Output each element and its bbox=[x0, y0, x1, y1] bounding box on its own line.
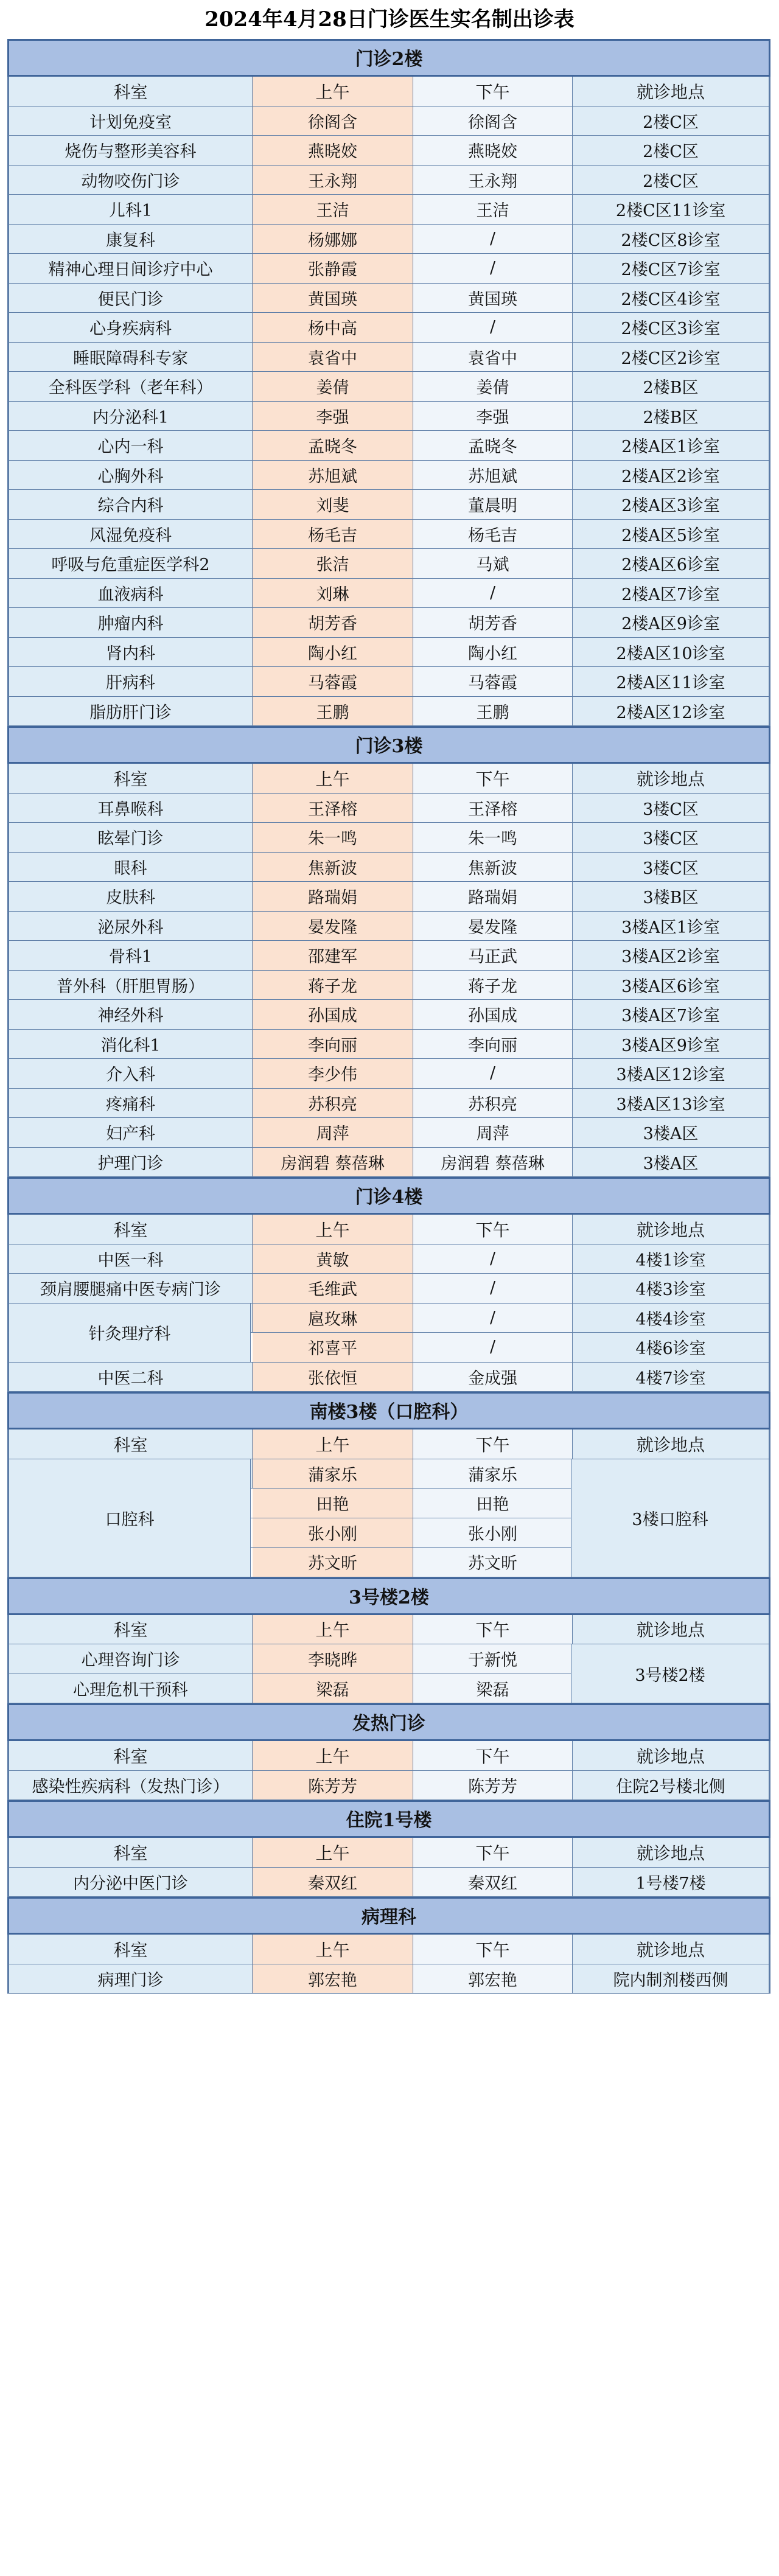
column-header-row bbox=[7, 77, 770, 106]
column-header-row bbox=[7, 1935, 770, 1964]
column-header: 下午 bbox=[413, 1741, 573, 1770]
section-header: 南楼3楼（口腔科） bbox=[7, 1392, 770, 1429]
afternoon-doctor-cell: 徐阁含 bbox=[413, 106, 573, 136]
column-header: 下午 bbox=[413, 764, 573, 793]
department-cell: 康复科 bbox=[9, 225, 253, 254]
morning-doctor-cell: 孙国成 bbox=[253, 1000, 413, 1029]
location-cell: 2楼C区 bbox=[573, 136, 769, 165]
afternoon-doctor-cell: 田艳 bbox=[413, 1489, 573, 1518]
morning-doctor-cell: 苏积亮 bbox=[253, 1089, 413, 1118]
table-row bbox=[7, 461, 770, 490]
table-row bbox=[7, 1148, 770, 1178]
department-cell: 介入科 bbox=[9, 1059, 253, 1088]
table-row bbox=[7, 313, 770, 343]
morning-doctor-cell: 杨毛吉 bbox=[253, 520, 413, 549]
department-cell: 骨科1 bbox=[9, 941, 253, 970]
afternoon-doctor-cell: 苏旭斌 bbox=[413, 461, 573, 490]
location-cell: 2楼A区3诊室 bbox=[573, 490, 769, 519]
department-cell: 病理门诊 bbox=[9, 1964, 253, 1994]
department-cell: 肝病科 bbox=[9, 667, 253, 696]
location-cell: 3楼A区9诊室 bbox=[573, 1030, 769, 1059]
table-row bbox=[7, 638, 770, 668]
morning-doctor-cell: 张静霞 bbox=[253, 254, 413, 283]
column-header: 下午 bbox=[413, 1429, 573, 1459]
page-title: 2024年4月28日门诊医生实名制出诊表 bbox=[204, 7, 575, 32]
department-cell: 呼吸与危重症医学科2 bbox=[9, 549, 253, 578]
location-cell: 2楼C区2诊室 bbox=[573, 343, 769, 372]
table-row bbox=[7, 667, 770, 697]
table-row bbox=[7, 1059, 770, 1089]
column-header: 上午 bbox=[253, 77, 413, 106]
department-cell: 颈肩腰腿痛中医专病门诊 bbox=[9, 1274, 253, 1303]
department-cell: 皮肤科 bbox=[9, 882, 253, 911]
morning-doctor-cell: 孟晓冬 bbox=[253, 431, 413, 460]
table-row bbox=[7, 971, 770, 1000]
afternoon-doctor-cell: / bbox=[413, 1059, 573, 1088]
afternoon-doctor-cell: / bbox=[413, 579, 573, 608]
table-row bbox=[7, 697, 770, 727]
afternoon-doctor-cell: 杨毛吉 bbox=[413, 520, 573, 549]
morning-doctor-cell: 焦新波 bbox=[253, 853, 413, 882]
table-row bbox=[7, 1000, 770, 1030]
column-header: 上午 bbox=[253, 1615, 413, 1644]
table-row bbox=[7, 195, 770, 225]
column-header: 上午 bbox=[253, 764, 413, 793]
morning-doctor-cell: 苏旭斌 bbox=[253, 461, 413, 490]
column-header: 就诊地点 bbox=[573, 77, 769, 106]
location-cell: 2楼A区1诊室 bbox=[573, 431, 769, 460]
department-cell: 计划免疫室 bbox=[9, 106, 253, 136]
column-header: 科室 bbox=[9, 1615, 253, 1644]
table-row bbox=[7, 1118, 770, 1148]
afternoon-doctor-cell: 秦双红 bbox=[413, 1868, 573, 1897]
morning-doctor-cell: 徐阁含 bbox=[253, 106, 413, 136]
table-row bbox=[7, 1244, 770, 1274]
table-row bbox=[7, 1868, 770, 1897]
afternoon-doctor-cell: / bbox=[413, 313, 573, 342]
location-cell: 2楼C区7诊室 bbox=[573, 254, 769, 283]
location-cell: 2楼C区 bbox=[573, 106, 769, 136]
merged-location-cell: 3楼口腔科 bbox=[571, 1459, 769, 1577]
department-cell: 脂肪肝门诊 bbox=[9, 697, 253, 726]
morning-doctor-cell: 李少伟 bbox=[253, 1059, 413, 1088]
afternoon-doctor-cell: 胡芳香 bbox=[413, 608, 573, 637]
morning-doctor-cell: 王永翔 bbox=[253, 166, 413, 195]
column-header: 科室 bbox=[9, 1838, 253, 1867]
column-header: 就诊地点 bbox=[573, 1615, 769, 1644]
morning-doctor-cell: 李晓晔 bbox=[253, 1644, 413, 1674]
column-header-row bbox=[7, 1215, 770, 1244]
table-row bbox=[7, 1274, 770, 1304]
afternoon-doctor-cell: 朱一鸣 bbox=[413, 823, 573, 852]
table-row bbox=[7, 1771, 770, 1801]
morning-doctor-cell: 张洁 bbox=[253, 549, 413, 578]
morning-doctor-cell: 陈芳芳 bbox=[253, 1771, 413, 1800]
morning-doctor-cell: 田艳 bbox=[253, 1489, 413, 1518]
location-cell: 3楼A区 bbox=[573, 1148, 769, 1177]
column-header: 就诊地点 bbox=[573, 1741, 769, 1770]
afternoon-doctor-cell: 马蓉霞 bbox=[413, 667, 573, 696]
table-row bbox=[7, 1363, 770, 1392]
afternoon-doctor-cell: / bbox=[413, 225, 573, 254]
section-header: 发热门诊 bbox=[7, 1703, 770, 1741]
department-cell: 血液病科 bbox=[9, 579, 253, 608]
section-header: 门诊4楼 bbox=[7, 1177, 770, 1215]
department-cell: 护理门诊 bbox=[9, 1148, 253, 1177]
section-header: 门诊2楼 bbox=[7, 39, 770, 77]
department-cell: 睡眠障碍科专家 bbox=[9, 343, 253, 372]
location-cell: 2楼A区9诊室 bbox=[573, 608, 769, 637]
column-header: 下午 bbox=[413, 1615, 573, 1644]
department-cell: 心理咨询门诊 bbox=[9, 1644, 253, 1674]
department-cell: 眼科 bbox=[9, 853, 253, 882]
morning-doctor-cell: 袁省中 bbox=[253, 343, 413, 372]
department-cell: 儿科1 bbox=[9, 195, 253, 224]
location-cell: 3楼A区7诊室 bbox=[573, 1000, 769, 1029]
location-cell: 3楼C区 bbox=[573, 823, 769, 852]
department-cell: 便民门诊 bbox=[9, 284, 253, 313]
department-cell: 心身疾病科 bbox=[9, 313, 253, 342]
location-cell: 1号楼7楼 bbox=[573, 1868, 769, 1897]
afternoon-doctor-cell: 郭宏艳 bbox=[413, 1964, 573, 1994]
morning-doctor-cell: 张依恒 bbox=[253, 1363, 413, 1392]
morning-doctor-cell: 黄敏 bbox=[253, 1244, 413, 1274]
location-cell: 2楼C区4诊室 bbox=[573, 284, 769, 313]
afternoon-doctor-cell: 孙国成 bbox=[413, 1000, 573, 1029]
department-cell: 精神心理日间诊疗中心 bbox=[9, 254, 253, 283]
department-cell: 耳鼻喉科 bbox=[9, 794, 253, 823]
morning-doctor-cell: 陶小红 bbox=[253, 638, 413, 667]
morning-doctor-cell: 扈玫琳 bbox=[253, 1304, 413, 1333]
morning-doctor-cell: 杨中高 bbox=[253, 313, 413, 342]
location-cell: 3楼A区6诊室 bbox=[573, 971, 769, 1000]
table-row bbox=[7, 136, 770, 166]
column-header: 上午 bbox=[253, 1215, 413, 1244]
department-cell: 肾内科 bbox=[9, 638, 253, 667]
location-cell: 2楼A区11诊室 bbox=[573, 667, 769, 696]
table-row bbox=[7, 853, 770, 882]
table-row bbox=[7, 882, 770, 912]
afternoon-doctor-cell: 袁省中 bbox=[413, 343, 573, 372]
section-header: 门诊3楼 bbox=[7, 726, 770, 764]
location-cell: 2楼A区12诊室 bbox=[573, 697, 769, 726]
afternoon-doctor-cell: / bbox=[413, 1304, 573, 1333]
department-cell: 妇产科 bbox=[9, 1118, 253, 1147]
table-row bbox=[7, 794, 770, 823]
department-cell: 消化科1 bbox=[9, 1030, 253, 1059]
location-cell: 4楼1诊室 bbox=[573, 1244, 769, 1274]
afternoon-doctor-cell: / bbox=[413, 254, 573, 283]
column-header: 科室 bbox=[9, 1935, 253, 1964]
morning-doctor-cell: 邵建军 bbox=[253, 941, 413, 970]
morning-doctor-cell: 蒋子龙 bbox=[253, 971, 413, 1000]
department-cell: 烧伤与整形美容科 bbox=[9, 136, 253, 165]
department-cell: 动物咬伤门诊 bbox=[9, 166, 253, 195]
location-cell: 2楼A区5诊室 bbox=[573, 520, 769, 549]
column-header: 科室 bbox=[9, 1215, 253, 1244]
morning-doctor-cell: 杨娜娜 bbox=[253, 225, 413, 254]
column-header: 上午 bbox=[253, 1429, 413, 1459]
department-cell: 中医二科 bbox=[9, 1363, 253, 1392]
morning-doctor-cell: 张小刚 bbox=[253, 1518, 413, 1548]
afternoon-doctor-cell: 房润碧 蔡蓓琳 bbox=[413, 1148, 573, 1177]
table-row bbox=[7, 912, 770, 941]
table-row bbox=[7, 823, 770, 853]
column-header: 科室 bbox=[9, 77, 253, 106]
department-cell: 心理危机干预科 bbox=[9, 1674, 253, 1703]
section-header: 病理科 bbox=[7, 1897, 770, 1935]
location-cell: 3楼A区13诊室 bbox=[573, 1089, 769, 1118]
location-cell: 4楼6诊室 bbox=[573, 1333, 769, 1362]
afternoon-doctor-cell: 燕晓姣 bbox=[413, 136, 573, 165]
table-row bbox=[7, 490, 770, 520]
column-header-row bbox=[7, 764, 770, 794]
morning-doctor-cell: 路瑞娟 bbox=[253, 882, 413, 911]
department-cell: 感染性疾病科（发热门诊） bbox=[9, 1771, 253, 1800]
morning-doctor-cell: 李向丽 bbox=[253, 1030, 413, 1059]
morning-doctor-cell: 王泽榕 bbox=[253, 794, 413, 823]
afternoon-doctor-cell: 黄国瑛 bbox=[413, 284, 573, 313]
afternoon-doctor-cell: 蒋子龙 bbox=[413, 971, 573, 1000]
location-cell: 院内制剂楼西侧 bbox=[573, 1964, 769, 1994]
department-cell: 内分泌科1 bbox=[9, 402, 253, 431]
table-row bbox=[7, 549, 770, 579]
morning-doctor-cell: 蒲家乐 bbox=[253, 1459, 413, 1489]
afternoon-doctor-cell: 姜倩 bbox=[413, 372, 573, 401]
column-header: 科室 bbox=[9, 764, 253, 793]
morning-doctor-cell: 黄国瑛 bbox=[253, 284, 413, 313]
column-header: 就诊地点 bbox=[573, 764, 769, 793]
column-header: 就诊地点 bbox=[573, 1838, 769, 1867]
column-header: 上午 bbox=[253, 1741, 413, 1770]
morning-doctor-cell: 李强 bbox=[253, 402, 413, 431]
afternoon-doctor-cell: 王鹏 bbox=[413, 697, 573, 726]
column-header-row bbox=[7, 1429, 770, 1459]
afternoon-doctor-cell: 孟晓冬 bbox=[413, 431, 573, 460]
table-row bbox=[7, 431, 770, 461]
afternoon-doctor-cell: 苏文昕 bbox=[413, 1548, 573, 1577]
afternoon-doctor-cell: / bbox=[413, 1274, 573, 1303]
location-cell: 3楼A区 bbox=[573, 1118, 769, 1147]
department-cell: 泌尿外科 bbox=[9, 912, 253, 941]
location-cell: 2楼A区2诊室 bbox=[573, 461, 769, 490]
location-cell: 2楼A区6诊室 bbox=[573, 549, 769, 578]
afternoon-doctor-cell: 陈芳芳 bbox=[413, 1771, 573, 1800]
location-cell: 3楼A区2诊室 bbox=[573, 941, 769, 970]
table-row bbox=[7, 608, 770, 638]
department-cell: 心胸外科 bbox=[9, 461, 253, 490]
morning-doctor-cell: 秦双红 bbox=[253, 1868, 413, 1897]
column-header-row bbox=[7, 1741, 770, 1771]
location-cell: 2楼C区3诊室 bbox=[573, 313, 769, 342]
afternoon-doctor-cell: 马斌 bbox=[413, 549, 573, 578]
department-cell: 疼痛科 bbox=[9, 1089, 253, 1118]
location-cell: 4楼7诊室 bbox=[573, 1363, 769, 1392]
table-row bbox=[7, 284, 770, 313]
morning-doctor-cell: 郭宏艳 bbox=[253, 1964, 413, 1994]
afternoon-doctor-cell: 周萍 bbox=[413, 1118, 573, 1147]
afternoon-doctor-cell: 于新悦 bbox=[413, 1644, 573, 1674]
location-cell: 3楼C区 bbox=[573, 794, 769, 823]
table-row bbox=[7, 254, 770, 284]
location-cell: 2楼B区 bbox=[573, 402, 769, 431]
morning-doctor-cell: 姜倩 bbox=[253, 372, 413, 401]
afternoon-doctor-cell: 王泽榕 bbox=[413, 794, 573, 823]
morning-doctor-cell: 刘斐 bbox=[253, 490, 413, 519]
morning-doctor-cell: 王鹏 bbox=[253, 697, 413, 726]
afternoon-doctor-cell: / bbox=[413, 1244, 573, 1274]
morning-doctor-cell: 燕晓姣 bbox=[253, 136, 413, 165]
afternoon-doctor-cell: 焦新波 bbox=[413, 853, 573, 882]
location-cell: 2楼A区7诊室 bbox=[573, 579, 769, 608]
column-header: 上午 bbox=[253, 1935, 413, 1964]
merged-location-cell: 3号楼2楼 bbox=[571, 1644, 769, 1703]
table-row bbox=[7, 402, 770, 431]
morning-doctor-cell: 毛维武 bbox=[253, 1274, 413, 1303]
table-row bbox=[7, 1089, 770, 1119]
merged-department-cell: 针灸理疗科 bbox=[9, 1304, 251, 1362]
department-cell: 综合内科 bbox=[9, 490, 253, 519]
column-header: 下午 bbox=[413, 1838, 573, 1867]
location-cell: 4楼4诊室 bbox=[573, 1304, 769, 1333]
afternoon-doctor-cell: 金成强 bbox=[413, 1363, 573, 1392]
location-cell: 3楼C区 bbox=[573, 853, 769, 882]
column-header: 科室 bbox=[9, 1429, 253, 1459]
department-cell: 中医一科 bbox=[9, 1244, 253, 1274]
afternoon-doctor-cell: 路瑞娟 bbox=[413, 882, 573, 911]
column-header: 就诊地点 bbox=[573, 1429, 769, 1459]
afternoon-doctor-cell: 李强 bbox=[413, 402, 573, 431]
location-cell: 4楼3诊室 bbox=[573, 1274, 769, 1303]
morning-doctor-cell: 周萍 bbox=[253, 1118, 413, 1147]
location-cell: 3楼A区12诊室 bbox=[573, 1059, 769, 1088]
location-cell: 住院2号楼北侧 bbox=[573, 1771, 769, 1800]
location-cell: 2楼A区10诊室 bbox=[573, 638, 769, 667]
column-header-row bbox=[7, 1615, 770, 1645]
department-cell: 神经外科 bbox=[9, 1000, 253, 1029]
department-cell: 肿瘤内科 bbox=[9, 608, 253, 637]
table-row bbox=[7, 1030, 770, 1059]
table-row bbox=[7, 1964, 770, 1994]
table-row bbox=[7, 579, 770, 609]
table-row bbox=[7, 372, 770, 402]
afternoon-doctor-cell: 李向丽 bbox=[413, 1030, 573, 1059]
department-cell: 全科医学科（老年科） bbox=[9, 372, 253, 401]
section-header: 住院1号楼 bbox=[7, 1800, 770, 1838]
afternoon-doctor-cell: 马正武 bbox=[413, 941, 573, 970]
afternoon-doctor-cell: 蒲家乐 bbox=[413, 1459, 573, 1489]
department-cell: 风湿免疫科 bbox=[9, 520, 253, 549]
location-cell: 3楼A区1诊室 bbox=[573, 912, 769, 941]
column-header: 科室 bbox=[9, 1741, 253, 1770]
location-cell: 2楼B区 bbox=[573, 372, 769, 401]
column-header-row bbox=[7, 1838, 770, 1868]
column-header: 就诊地点 bbox=[573, 1215, 769, 1244]
column-header: 下午 bbox=[413, 77, 573, 106]
section-header: 3号楼2楼 bbox=[7, 1577, 770, 1615]
morning-doctor-cell: 刘琳 bbox=[253, 579, 413, 608]
afternoon-doctor-cell: 王洁 bbox=[413, 195, 573, 224]
afternoon-doctor-cell: 陶小红 bbox=[413, 638, 573, 667]
department-cell: 眩晕门诊 bbox=[9, 823, 253, 852]
afternoon-doctor-cell: 董晨明 bbox=[413, 490, 573, 519]
afternoon-doctor-cell: 梁磊 bbox=[413, 1674, 573, 1703]
afternoon-doctor-cell: 苏积亮 bbox=[413, 1089, 573, 1118]
merged-department-cell: 口腔科 bbox=[9, 1459, 251, 1577]
column-header: 上午 bbox=[253, 1838, 413, 1867]
table-row bbox=[7, 166, 770, 195]
table-row bbox=[7, 106, 770, 136]
location-cell: 3楼B区 bbox=[573, 882, 769, 911]
morning-doctor-cell: 王洁 bbox=[253, 195, 413, 224]
department-cell: 普外科（肝胆胃肠） bbox=[9, 971, 253, 1000]
afternoon-doctor-cell: / bbox=[413, 1333, 573, 1362]
location-cell: 2楼C区11诊室 bbox=[573, 195, 769, 224]
morning-doctor-cell: 梁磊 bbox=[253, 1674, 413, 1703]
morning-doctor-cell: 祁喜平 bbox=[253, 1333, 413, 1362]
department-cell: 心内一科 bbox=[9, 431, 253, 460]
morning-doctor-cell: 朱一鸣 bbox=[253, 823, 413, 852]
table-row bbox=[7, 225, 770, 254]
location-cell: 2楼C区8诊室 bbox=[573, 225, 769, 254]
column-header: 下午 bbox=[413, 1935, 573, 1964]
table-row bbox=[7, 343, 770, 372]
table-row bbox=[7, 941, 770, 971]
afternoon-doctor-cell: 张小刚 bbox=[413, 1518, 573, 1548]
morning-doctor-cell: 苏文昕 bbox=[253, 1548, 413, 1577]
afternoon-doctor-cell: 王永翔 bbox=[413, 166, 573, 195]
morning-doctor-cell: 房润碧 蔡蓓琳 bbox=[253, 1148, 413, 1177]
column-header: 就诊地点 bbox=[573, 1935, 769, 1964]
location-cell: 2楼C区 bbox=[573, 166, 769, 195]
morning-doctor-cell: 马蓉霞 bbox=[253, 667, 413, 696]
department-cell: 内分泌中医门诊 bbox=[9, 1868, 253, 1897]
column-header: 下午 bbox=[413, 1215, 573, 1244]
morning-doctor-cell: 晏发隆 bbox=[253, 912, 413, 941]
morning-doctor-cell: 胡芳香 bbox=[253, 608, 413, 637]
table-row bbox=[7, 520, 770, 550]
afternoon-doctor-cell: 晏发隆 bbox=[413, 912, 573, 941]
